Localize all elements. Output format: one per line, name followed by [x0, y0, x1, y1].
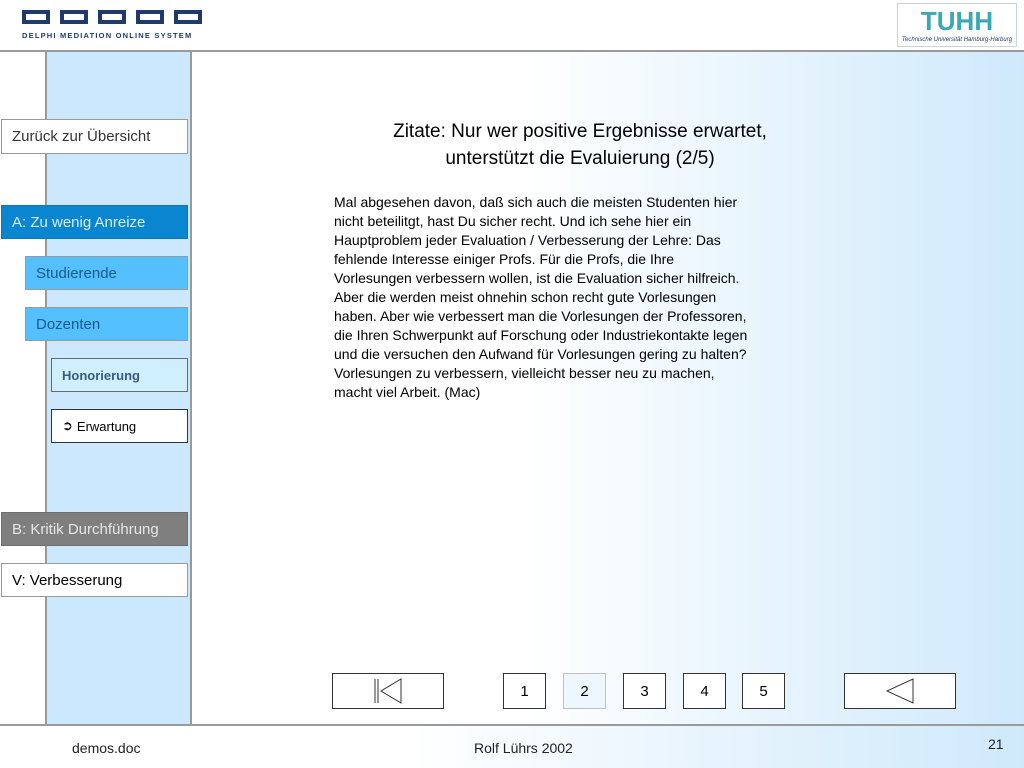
quote-line: Vorlesungen verbessern wollen, ist die Evaluation sicher hilfreich.: [334, 270, 740, 286]
quote-line: Vorlesungen zu verbessern, vielleicht besser neu zu machen,: [334, 365, 715, 381]
footer-author: Rolf Lührs 2002: [474, 740, 573, 756]
footer-filename: demos.doc: [72, 740, 141, 756]
page-4-button[interactable]: [683, 673, 726, 709]
back-to-overview-button[interactable]: [1, 119, 188, 154]
quote-line: und die versuchen den Aufwand für Vorlesungen gering zu halten?: [334, 346, 747, 362]
quote-line: macht viel Arbeit. (Mac): [334, 384, 481, 400]
slide-title-line-1: Zitate: Nur wer positive Ergebnisse erwartet,: [393, 121, 767, 142]
page-5-label: 5: [759, 682, 768, 700]
honorierung-label: Honorierung: [62, 367, 140, 383]
previous-page-button[interactable]: [844, 673, 956, 709]
demos-logo-mark: [22, 10, 202, 24]
header: [0, 0, 1024, 50]
sidebar-item-erwartung[interactable]: [51, 409, 188, 443]
page-2-label: 2: [580, 682, 589, 700]
slide-title-line-2: unterstützt die Evaluierung (2/5): [445, 148, 715, 169]
quote-line: Hauptproblem jeder Evaluation / Verbesserung der Lehre: Das: [334, 232, 721, 248]
page-4-label: 4: [700, 682, 709, 700]
erwartung-label: Erwartung: [76, 418, 137, 434]
first-page-icon: [371, 677, 405, 705]
quote-line: haben. Aber wie verbessert man die Vorlesungen der Professoren,: [334, 308, 747, 324]
first-page-button[interactable]: [332, 673, 444, 709]
page-5-button[interactable]: [742, 673, 785, 709]
dozenten-label: Dozenten: [36, 315, 101, 333]
demos-logo: [22, 10, 192, 44]
sidebar-item-section-v[interactable]: [1, 563, 188, 597]
previous-page-icon: [883, 677, 917, 705]
sidebar-item-studierende[interactable]: [25, 256, 188, 290]
page-1-label: 1: [520, 682, 529, 700]
back-to-overview-label: Zurück zur Übersicht: [12, 128, 151, 145]
sidebar-item-section-b[interactable]: [1, 512, 188, 546]
quote-line: die Ihren Schwerpunkt auf Forschung oder Industriekontakte legen: [334, 327, 748, 343]
quote-line: Mal abgesehen davon, daß sich auch die meisten Studenten hier: [334, 194, 738, 210]
sidebar-item-honorierung[interactable]: [51, 358, 188, 392]
tuhh-subtitle: Technische Universität Hamburg-Harburg: [901, 37, 1013, 43]
tuhh-logo: [897, 3, 1017, 47]
sidebar-item-dozenten[interactable]: [25, 307, 188, 341]
arrow-right-icon: ➲: [62, 418, 73, 433]
quote-line: fehlende Interesse einiger Profs. Für die Profs, die Ihre: [334, 251, 675, 267]
quote-text: [334, 193, 804, 402]
studierende-label: Studierende: [36, 264, 117, 282]
page-3-button[interactable]: [623, 673, 666, 709]
sidebar-item-section-a[interactable]: [1, 205, 188, 239]
page-2-button[interactable]: [563, 673, 606, 709]
footer-page-number: 21: [988, 736, 1004, 752]
section-b-label: B: Kritik Durchführung: [12, 520, 159, 538]
quote-line: Aber die werden meist ohnehin schon recht gute Vorlesungen: [334, 289, 717, 305]
section-v-label: V: Verbesserung: [12, 571, 123, 589]
quote-line: nicht beteilitgt, hast Du sicher recht. Und ich sehe hier ein: [334, 213, 692, 229]
demos-subtitle: DELPHI MEDIATION ONLINE SYSTEM: [22, 31, 193, 40]
tuhh-logo-text: TUHH: [920, 6, 994, 36]
section-a-label: A: Zu wenig Anreize: [12, 213, 146, 231]
page-1-button[interactable]: [503, 673, 546, 709]
page-3-label: 3: [640, 682, 649, 700]
slide-title: [300, 118, 860, 172]
